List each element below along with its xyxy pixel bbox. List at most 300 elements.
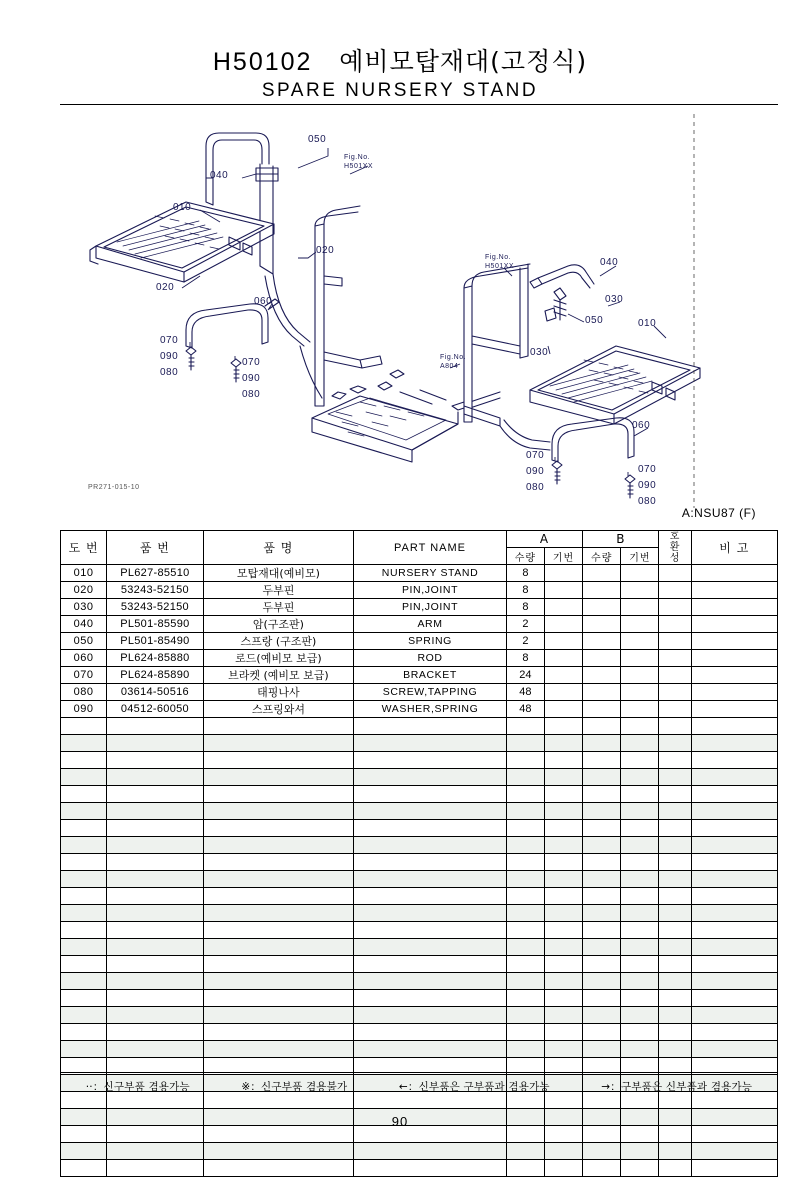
cell-part-no bbox=[107, 1143, 203, 1160]
cell-remark bbox=[691, 735, 777, 752]
parts-table-head bbox=[61, 531, 778, 565]
cell-name-kr: 모탑재대(예비모) bbox=[203, 565, 354, 582]
cell-qty-a: 8 bbox=[506, 582, 544, 599]
cell-part-no bbox=[107, 939, 203, 956]
callout-060-right: 060 bbox=[632, 420, 651, 431]
cell-code-b bbox=[621, 939, 659, 956]
cell-remark bbox=[691, 956, 777, 973]
cell-code-a bbox=[544, 633, 582, 650]
cell-remark bbox=[691, 684, 777, 701]
cell-qty-a: 48 bbox=[506, 701, 544, 718]
cell-code-a bbox=[544, 1007, 582, 1024]
diagram-svg bbox=[60, 106, 778, 526]
cell-qty-b bbox=[583, 871, 621, 888]
cell-ref-no: 040 bbox=[61, 616, 107, 633]
cell-code-a bbox=[544, 565, 582, 582]
cell-name-kr bbox=[203, 803, 354, 820]
cell-ref-no: 090 bbox=[61, 701, 107, 718]
page-subtitle: SPARE NURSERY STAND bbox=[261, 80, 539, 101]
table-row-empty bbox=[61, 871, 778, 888]
cell-qty-a bbox=[506, 922, 544, 939]
cell-qty-a bbox=[506, 1143, 544, 1160]
cell-name-kr bbox=[203, 1024, 354, 1041]
cell-qty-b bbox=[583, 803, 621, 820]
cell-qty-a bbox=[506, 820, 544, 837]
cell-ref-no bbox=[61, 1143, 107, 1160]
cell-qty-a bbox=[506, 837, 544, 854]
cell-name-kr bbox=[203, 718, 354, 735]
cell-name-en bbox=[354, 769, 507, 786]
cell-ref-no bbox=[61, 803, 107, 820]
cell-qty-b bbox=[583, 1041, 621, 1058]
table-row-empty bbox=[61, 973, 778, 990]
cell-name-en bbox=[354, 939, 507, 956]
cell-compat bbox=[659, 820, 691, 837]
callout-090-right-b: 090 bbox=[638, 480, 657, 491]
table-row bbox=[61, 616, 778, 633]
callout-040-left: 040 bbox=[210, 170, 229, 181]
table-row-empty bbox=[61, 990, 778, 1007]
cell-remark bbox=[691, 786, 777, 803]
cell-qty-b bbox=[583, 922, 621, 939]
cell-ref-no bbox=[61, 922, 107, 939]
cell-code-a bbox=[544, 956, 582, 973]
cell-code-a bbox=[544, 1143, 582, 1160]
cell-name-kr: 로드(예비모 보급) bbox=[203, 650, 354, 667]
cell-compat bbox=[659, 1143, 691, 1160]
cell-code-a bbox=[544, 718, 582, 735]
table-row bbox=[61, 565, 778, 582]
table-row-empty bbox=[61, 1024, 778, 1041]
cell-ref-no bbox=[61, 871, 107, 888]
cell-compat bbox=[659, 752, 691, 769]
cell-code-b bbox=[621, 888, 659, 905]
cell-qty-a bbox=[506, 973, 544, 990]
drawing-number: PR271-015-10 bbox=[88, 484, 140, 491]
cell-ref-no: 060 bbox=[61, 650, 107, 667]
cell-name-kr bbox=[203, 820, 354, 837]
cell-compat bbox=[659, 854, 691, 871]
cell-qty-b bbox=[583, 735, 621, 752]
cell-remark bbox=[691, 701, 777, 718]
table-row-empty bbox=[61, 786, 778, 803]
cell-ref-no bbox=[61, 820, 107, 837]
cell-ref-no bbox=[61, 905, 107, 922]
cell-name-en bbox=[354, 718, 507, 735]
table-row-empty bbox=[61, 820, 778, 837]
cell-name-kr bbox=[203, 1092, 354, 1109]
table-row-empty bbox=[61, 718, 778, 735]
callout-010-left: 010 bbox=[173, 202, 192, 213]
cell-code-a bbox=[544, 1160, 582, 1177]
cell-compat bbox=[659, 1007, 691, 1024]
cell-ref-no bbox=[61, 956, 107, 973]
cell-part-no: 53243-52150 bbox=[107, 582, 203, 599]
cell-code-b bbox=[621, 1092, 659, 1109]
cell-qty-a bbox=[506, 956, 544, 973]
cell-ref-no: 030 bbox=[61, 599, 107, 616]
cell-remark bbox=[691, 888, 777, 905]
cell-name-en bbox=[354, 1092, 507, 1109]
cell-code-b bbox=[621, 1041, 659, 1058]
page-number: 90 bbox=[391, 1114, 409, 1129]
cell-name-kr bbox=[203, 905, 354, 922]
cell-name-kr bbox=[203, 837, 354, 854]
cell-qty-b bbox=[583, 769, 621, 786]
col-header-ref-no: 도 번 bbox=[61, 531, 107, 565]
cell-name-kr bbox=[203, 922, 354, 939]
cell-code-b bbox=[621, 973, 659, 990]
table-row-empty bbox=[61, 1007, 778, 1024]
cell-ref-no bbox=[61, 888, 107, 905]
callout-070-right-a: 070 bbox=[526, 450, 545, 461]
cell-part-no bbox=[107, 956, 203, 973]
fig-ref-3-line2: A804 bbox=[440, 363, 459, 370]
cell-name-en: BRACKET bbox=[354, 667, 507, 684]
col-header-qty-a: 수량 bbox=[506, 548, 544, 565]
cell-compat bbox=[659, 582, 691, 599]
cell-remark bbox=[691, 718, 777, 735]
cell-remark bbox=[691, 616, 777, 633]
cell-name-kr bbox=[203, 786, 354, 803]
cell-name-kr bbox=[203, 939, 354, 956]
cell-name-en: SPRING bbox=[354, 633, 507, 650]
cell-code-b bbox=[621, 616, 659, 633]
col-header-remark: 비 고 bbox=[691, 531, 777, 565]
cell-code-a bbox=[544, 1092, 582, 1109]
callout-050-left: 050 bbox=[308, 134, 327, 145]
cell-part-no bbox=[107, 718, 203, 735]
cell-name-kr bbox=[203, 769, 354, 786]
table-row-empty bbox=[61, 735, 778, 752]
cell-part-no bbox=[107, 922, 203, 939]
cell-part-no: PL624-85880 bbox=[107, 650, 203, 667]
header-divider bbox=[60, 104, 778, 105]
cell-remark bbox=[691, 905, 777, 922]
callout-050-right: 050 bbox=[585, 315, 604, 326]
table-row-empty bbox=[61, 939, 778, 956]
cell-qty-b bbox=[583, 905, 621, 922]
cell-part-no bbox=[107, 769, 203, 786]
cell-qty-b bbox=[583, 718, 621, 735]
table-row bbox=[61, 650, 778, 667]
cell-remark bbox=[691, 1024, 777, 1041]
cell-name-en: NURSERY STAND bbox=[354, 565, 507, 582]
cell-ref-no: 020 bbox=[61, 582, 107, 599]
cell-remark bbox=[691, 837, 777, 854]
cell-name-en bbox=[354, 956, 507, 973]
cell-name-en bbox=[354, 786, 507, 803]
cell-qty-a bbox=[506, 854, 544, 871]
cell-compat bbox=[659, 718, 691, 735]
table-row-empty bbox=[61, 837, 778, 854]
cell-compat bbox=[659, 990, 691, 1007]
cell-qty-b bbox=[583, 939, 621, 956]
cell-code-a bbox=[544, 616, 582, 633]
cell-compat bbox=[659, 939, 691, 956]
cell-code-b bbox=[621, 786, 659, 803]
table-row-empty bbox=[61, 803, 778, 820]
cell-compat bbox=[659, 667, 691, 684]
cell-name-kr bbox=[203, 735, 354, 752]
col-header-group-b: B bbox=[583, 531, 659, 548]
cell-compat bbox=[659, 803, 691, 820]
cell-name-en: PIN,JOINT bbox=[354, 582, 507, 599]
cell-part-no bbox=[107, 1092, 203, 1109]
cell-part-no bbox=[107, 786, 203, 803]
cell-qty-a bbox=[506, 769, 544, 786]
callout-010-right: 010 bbox=[638, 318, 657, 329]
cell-code-a bbox=[544, 684, 582, 701]
cell-qty-a: 48 bbox=[506, 684, 544, 701]
cell-ref-no bbox=[61, 786, 107, 803]
cell-code-b bbox=[621, 667, 659, 684]
cell-name-en bbox=[354, 1143, 507, 1160]
cell-code-b bbox=[621, 565, 659, 582]
cell-code-b bbox=[621, 701, 659, 718]
page-title bbox=[0, 42, 800, 78]
cell-code-b bbox=[621, 1160, 659, 1177]
cell-code-b bbox=[621, 922, 659, 939]
callout-070-right-b: 070 bbox=[638, 464, 657, 475]
callout-080-left-b: 080 bbox=[242, 389, 261, 400]
cell-name-kr: 스프랑 (구조판) bbox=[203, 633, 354, 650]
cell-qty-a: 8 bbox=[506, 565, 544, 582]
table-row-empty bbox=[61, 905, 778, 922]
cell-name-en bbox=[354, 888, 507, 905]
table-row-empty bbox=[61, 956, 778, 973]
cell-ref-no bbox=[61, 939, 107, 956]
cell-name-en: WASHER,SPRING bbox=[354, 701, 507, 718]
cell-code-b bbox=[621, 905, 659, 922]
cell-remark bbox=[691, 599, 777, 616]
callout-060-left: 060 bbox=[254, 296, 273, 307]
exploded-diagram bbox=[60, 106, 778, 526]
legend-item-3: →：구부품은 신부품과 겸용가능 bbox=[601, 1081, 753, 1093]
cell-qty-b bbox=[583, 616, 621, 633]
cell-compat bbox=[659, 599, 691, 616]
col-header-code-a: 기번 bbox=[544, 548, 582, 565]
cell-part-no bbox=[107, 990, 203, 1007]
cell-qty-b bbox=[583, 820, 621, 837]
table-row-empty bbox=[61, 888, 778, 905]
fig-ref-1-line1: Fig.No. bbox=[344, 154, 371, 161]
cell-compat bbox=[659, 956, 691, 973]
cell-part-no: PL501-85590 bbox=[107, 616, 203, 633]
cell-part-no bbox=[107, 1041, 203, 1058]
cell-remark bbox=[691, 667, 777, 684]
fig-ref-1-line2: H501XX bbox=[344, 163, 374, 170]
cell-name-kr bbox=[203, 1143, 354, 1160]
cell-compat bbox=[659, 616, 691, 633]
cell-part-no bbox=[107, 803, 203, 820]
cell-name-kr: 암(구조판) bbox=[203, 616, 354, 633]
cell-ref-no bbox=[61, 1007, 107, 1024]
cell-part-no bbox=[107, 752, 203, 769]
cell-name-kr bbox=[203, 854, 354, 871]
table-row-empty bbox=[61, 752, 778, 769]
cell-name-en bbox=[354, 735, 507, 752]
table-row-empty bbox=[61, 854, 778, 871]
callout-090-right-a: 090 bbox=[526, 466, 545, 477]
cell-part-no bbox=[107, 871, 203, 888]
cell-compat bbox=[659, 1041, 691, 1058]
cell-part-no bbox=[107, 1160, 203, 1177]
cell-remark bbox=[691, 973, 777, 990]
cell-remark bbox=[691, 582, 777, 599]
cell-compat bbox=[659, 769, 691, 786]
callout-030-right-upper: 030 bbox=[605, 294, 624, 305]
cell-compat bbox=[659, 905, 691, 922]
cell-name-kr bbox=[203, 1160, 354, 1177]
legend-item-1: ※：신구부품 겸용불가 bbox=[241, 1081, 348, 1093]
cell-qty-a bbox=[506, 1092, 544, 1109]
cell-name-kr: 두부핀 bbox=[203, 582, 354, 599]
cell-qty-b bbox=[583, 684, 621, 701]
cell-qty-a bbox=[506, 803, 544, 820]
col-header-group-a: A bbox=[506, 531, 582, 548]
cell-remark bbox=[691, 1160, 777, 1177]
cell-code-b bbox=[621, 871, 659, 888]
callout-070-left-b: 070 bbox=[242, 357, 261, 368]
cell-ref-no: 080 bbox=[61, 684, 107, 701]
cell-part-no bbox=[107, 905, 203, 922]
cell-compat bbox=[659, 1024, 691, 1041]
cell-part-no: 03614-50516 bbox=[107, 684, 203, 701]
callout-080-left-a: 080 bbox=[160, 367, 179, 378]
cell-qty-a bbox=[506, 871, 544, 888]
fig-ref-3-line1: Fig.No. bbox=[440, 354, 467, 361]
cell-code-a bbox=[544, 701, 582, 718]
cell-compat bbox=[659, 1160, 691, 1177]
cell-qty-b bbox=[583, 701, 621, 718]
cell-ref-no bbox=[61, 854, 107, 871]
page-header bbox=[0, 42, 800, 102]
legend-item-2: ←：신부품은 구부품과 겸용가능 bbox=[398, 1081, 550, 1093]
cell-ref-no bbox=[61, 1092, 107, 1109]
callout-040-right: 040 bbox=[600, 257, 619, 268]
cell-name-kr bbox=[203, 956, 354, 973]
cell-qty-a: 8 bbox=[506, 650, 544, 667]
cell-qty-b bbox=[583, 1007, 621, 1024]
cell-compat bbox=[659, 565, 691, 582]
applicability-note: A:NSU87 (F) bbox=[681, 506, 756, 520]
cell-ref-no bbox=[61, 1160, 107, 1177]
cell-remark bbox=[691, 1092, 777, 1109]
cell-remark bbox=[691, 650, 777, 667]
cell-remark bbox=[691, 803, 777, 820]
cell-ref-no bbox=[61, 1041, 107, 1058]
cell-remark bbox=[691, 820, 777, 837]
cell-part-no bbox=[107, 888, 203, 905]
cell-code-b bbox=[621, 752, 659, 769]
cell-compat bbox=[659, 837, 691, 854]
cell-qty-b bbox=[583, 1143, 621, 1160]
cell-ref-no bbox=[61, 837, 107, 854]
cell-qty-b bbox=[583, 565, 621, 582]
cell-name-en bbox=[354, 820, 507, 837]
cell-ref-no: 010 bbox=[61, 565, 107, 582]
col-header-part-no: 품 번 bbox=[107, 531, 203, 565]
fig-ref-2-line1: Fig.No. bbox=[485, 254, 512, 261]
cell-remark bbox=[691, 1007, 777, 1024]
cell-compat bbox=[659, 633, 691, 650]
cell-name-kr bbox=[203, 990, 354, 1007]
cell-compat bbox=[659, 786, 691, 803]
cell-code-a bbox=[544, 939, 582, 956]
cell-qty-a: 8 bbox=[506, 599, 544, 616]
cell-qty-b bbox=[583, 633, 621, 650]
cell-part-no: PL624-85890 bbox=[107, 667, 203, 684]
cell-code-a bbox=[544, 735, 582, 752]
cell-name-en bbox=[354, 854, 507, 871]
cell-part-no: PL627-85510 bbox=[107, 565, 203, 582]
cell-code-b bbox=[621, 684, 659, 701]
cell-code-a bbox=[544, 650, 582, 667]
cell-remark bbox=[691, 752, 777, 769]
table-row bbox=[61, 633, 778, 650]
table-row-empty bbox=[61, 769, 778, 786]
cell-ref-no bbox=[61, 752, 107, 769]
cell-ref-no: 050 bbox=[61, 633, 107, 650]
cell-qty-b bbox=[583, 667, 621, 684]
cell-code-b bbox=[621, 718, 659, 735]
cell-qty-b bbox=[583, 1160, 621, 1177]
cell-remark bbox=[691, 990, 777, 1007]
cell-qty-b bbox=[583, 582, 621, 599]
cell-part-no bbox=[107, 854, 203, 871]
cell-name-kr bbox=[203, 871, 354, 888]
cell-name-kr: 브라켓 (예비모 보급) bbox=[203, 667, 354, 684]
cell-part-no: 04512-60050 bbox=[107, 701, 203, 718]
col-header-compat: 호 환 성 bbox=[659, 531, 691, 565]
cell-name-kr bbox=[203, 973, 354, 990]
table-row-empty bbox=[61, 1143, 778, 1160]
cell-compat bbox=[659, 922, 691, 939]
cell-part-no: 53243-52150 bbox=[107, 599, 203, 616]
cell-compat bbox=[659, 871, 691, 888]
cell-qty-a bbox=[506, 1160, 544, 1177]
cell-qty-a bbox=[506, 735, 544, 752]
col-header-name-en: PART NAME bbox=[354, 531, 507, 565]
cell-name-en bbox=[354, 973, 507, 990]
cell-ref-no bbox=[61, 769, 107, 786]
cell-qty-b bbox=[583, 752, 621, 769]
cell-remark bbox=[691, 1041, 777, 1058]
cell-part-no: PL501-85490 bbox=[107, 633, 203, 650]
cell-part-no bbox=[107, 837, 203, 854]
callout-090-left-b: 090 bbox=[242, 373, 261, 384]
cell-code-b bbox=[621, 1024, 659, 1041]
cell-code-b bbox=[621, 837, 659, 854]
cell-qty-b bbox=[583, 650, 621, 667]
cell-remark bbox=[691, 854, 777, 871]
callout-080-right-a: 080 bbox=[526, 482, 545, 493]
table-row bbox=[61, 582, 778, 599]
cell-code-a bbox=[544, 871, 582, 888]
cell-remark bbox=[691, 871, 777, 888]
cell-code-b bbox=[621, 854, 659, 871]
cell-ref-no bbox=[61, 718, 107, 735]
cell-name-en bbox=[354, 752, 507, 769]
cell-code-a bbox=[544, 888, 582, 905]
col-header-name-kr: 품 명 bbox=[203, 531, 354, 565]
page-title-code: H50102 bbox=[212, 48, 313, 76]
cell-remark bbox=[691, 565, 777, 582]
table-row-empty bbox=[61, 1041, 778, 1058]
cell-name-en bbox=[354, 990, 507, 1007]
cell-qty-a bbox=[506, 905, 544, 922]
